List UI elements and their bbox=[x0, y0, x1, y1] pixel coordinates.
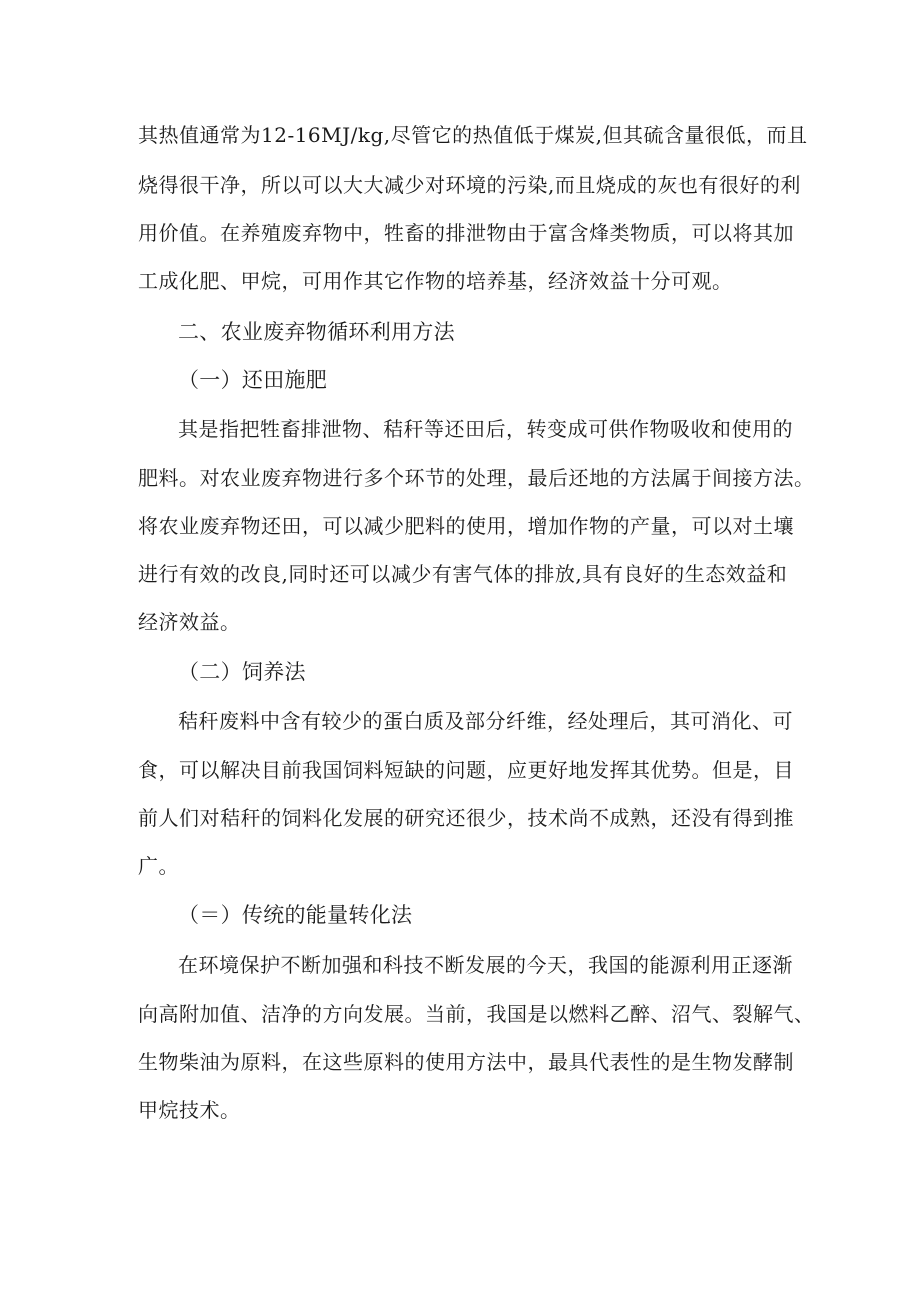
paragraph-4-line-2: 向高附加值、洁净的方向发展。当前，我国是以燃料乙醉、沼气、裂解气、 bbox=[138, 1002, 815, 1026]
paragraph-2-line-3: 将农业废弃物还田，可以减少肥料的使用，增加作物的产量，可以对土壤 bbox=[138, 514, 794, 538]
subsection-heading-3: （＝）传统的能量转化法 bbox=[178, 903, 413, 927]
paragraph-3-line-3: 前人们对秸秆的饲料化发展的研究还很少，技术尚不成熟，还没有得到推 bbox=[138, 806, 794, 830]
paragraph-4-line-1: 在环境保护不断加强和科技不断发展的今天，我国的能源利用正逐渐 bbox=[178, 953, 793, 977]
paragraph-3-line-2: 食，可以解决目前我国饲料短缺的问题，应更好地发挥其优势。但是，目 bbox=[138, 758, 794, 782]
paragraph-3-line-1: 秸秆废料中含有较少的蛋白质及部分纤维，经处理后，其可消化、可 bbox=[178, 709, 793, 733]
paragraph-1-line-4: 工成化肥、甲烷，可用作其它作物的培养基，经济效益十分可观。 bbox=[138, 269, 733, 293]
paragraph-2-line-4: 进行有效的改良,同时还可以减少有害气体的排放,具有良好的生态效益和 bbox=[138, 562, 788, 586]
paragraph-1-line-3: 用价值。在养殖废弃物中，牲畜的排泄物由于富含烽类物质，可以将其加 bbox=[138, 221, 794, 245]
section-heading: 二、农业废弃物循环利用方法 bbox=[178, 320, 455, 344]
paragraph-1-line-1: 其热值通常为12-16MJ/kg,尽管它的热值低于煤炭,但其硫含量很低，而且 bbox=[138, 123, 808, 147]
paragraph-2-line-2: 肥料。对农业废弃物进行多个环节的处理，最后还地的方法属于间接方法。 bbox=[138, 466, 815, 490]
paragraph-2-line-1: 其是指把牲畜排泄物、秸秆等还田后，转变成可供作物吸收和使用的 bbox=[178, 417, 793, 441]
paragraph-4-line-3: 生物柴油为原料，在这些原料的使用方法中，最具代表性的是生物发酵制 bbox=[138, 1050, 794, 1074]
paragraph-4-line-4: 甲烷技术。 bbox=[138, 1098, 241, 1122]
paragraph-3-line-4: 广。 bbox=[138, 854, 179, 878]
paragraph-2-line-5: 经济效益。 bbox=[138, 610, 241, 634]
paragraph-1-line-2: 烧得很干净，所以可以大大减少对环境的污染,而且烧成的灰也有很好的利 bbox=[138, 173, 801, 197]
subsection-heading-1: （一）还田施肥 bbox=[178, 368, 328, 392]
subsection-heading-2: （二）饲养法 bbox=[178, 660, 306, 684]
